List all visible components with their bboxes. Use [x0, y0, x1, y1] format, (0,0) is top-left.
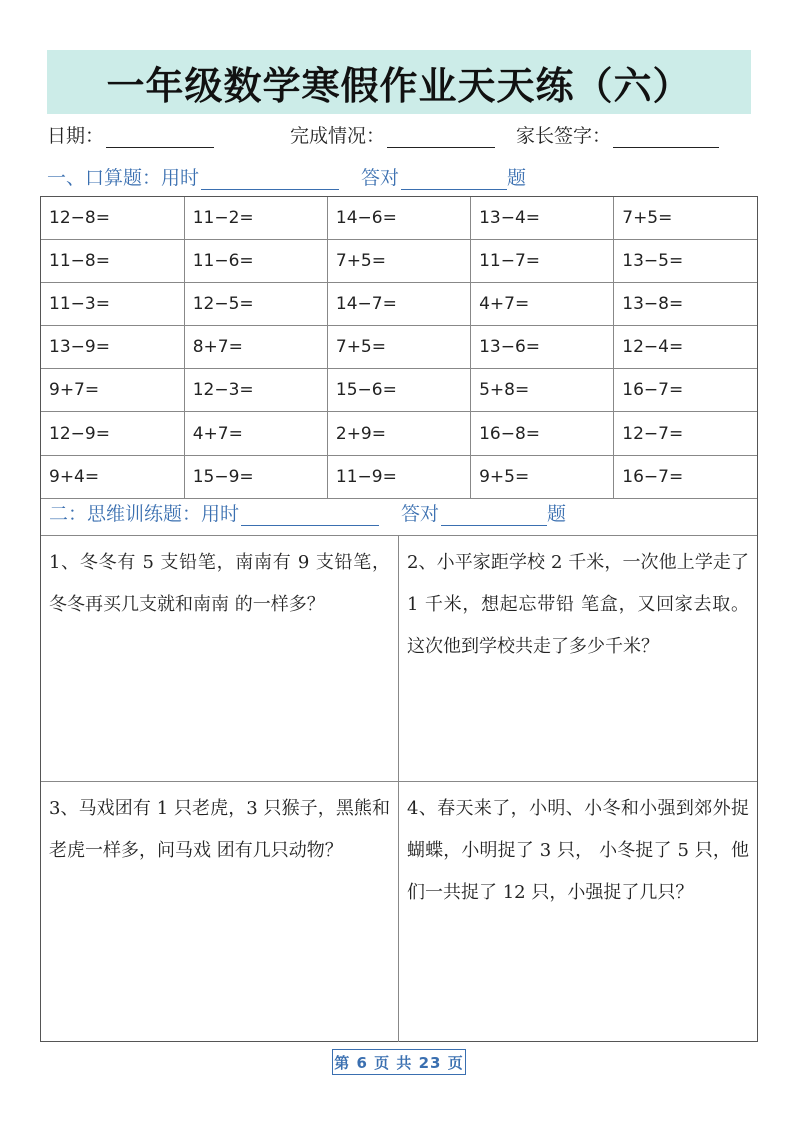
calc-cell: 13−4=	[471, 197, 614, 240]
section1-correct-blank[interactable]	[401, 169, 507, 190]
section2-heading	[49, 498, 566, 526]
problem-grid	[41, 536, 757, 1042]
calc-cell: 11−2=	[184, 197, 327, 240]
calc-cell: 16−7=	[614, 455, 757, 498]
calc-cell: 4+7=	[184, 412, 327, 455]
calc-cell: 16−7=	[614, 369, 757, 412]
calc-cell: 11−3=	[41, 283, 184, 326]
calc-row	[41, 240, 757, 283]
date-field	[47, 122, 214, 148]
calc-cell: 13−8=	[614, 283, 757, 326]
section2-correct-label: 答对	[401, 503, 440, 525]
section2-label: 二：思维训练题：用时	[49, 503, 240, 525]
section2-unit: 题	[547, 503, 567, 525]
problem-4: 4、春天来了，小明、小冬和小强到郊外捉蝴蝶，小明捉了 3 只， 小冬捉了 5 只，他们一共捉了 12 只，小强捉了几只？	[407, 798, 749, 903]
calc-cell: 9+5=	[471, 455, 614, 498]
completion-blank[interactable]	[387, 127, 495, 148]
page-number: 第 6 页 共 23 页	[332, 1049, 466, 1075]
calc-cell: 7+5=	[327, 240, 470, 283]
calc-cell: 12−9=	[41, 412, 184, 455]
calc-cell: 11−9=	[327, 455, 470, 498]
completion-field	[290, 122, 495, 148]
section2-time-blank[interactable]	[241, 505, 379, 526]
calc-cell: 4+7=	[471, 283, 614, 326]
page-title: 一年级数学寒假作业天天练（六）	[106, 62, 692, 108]
problem-2: 2、小平家距学校 2 千米，一次他上学走了 1 千米，想起忘带铅 笔盒，又回家去取。这次他到学校共走了多少千米？	[407, 552, 749, 657]
date-label: 日期：	[47, 125, 105, 147]
section1-unit: 题	[507, 167, 527, 189]
calc-cell: 2+9=	[327, 412, 470, 455]
calc-cell: 7+5=	[327, 326, 470, 369]
section1-time-blank[interactable]	[201, 169, 339, 190]
calc-cell: 15−6=	[327, 369, 470, 412]
calc-row	[41, 326, 757, 369]
calc-cell: 12−4=	[614, 326, 757, 369]
calc-cell: 5+8=	[471, 369, 614, 412]
calc-cell: 12−7=	[614, 412, 757, 455]
calc-cell: 14−7=	[327, 283, 470, 326]
title-band	[47, 50, 751, 114]
calc-cell: 12−8=	[41, 197, 184, 240]
calc-cell: 12−5=	[184, 283, 327, 326]
calc-cell: 11−6=	[184, 240, 327, 283]
signature-label: 家长签字：	[516, 125, 612, 147]
section1-correct-label: 答对	[361, 167, 400, 189]
calc-cell: 8+7=	[184, 326, 327, 369]
completion-label: 完成情况：	[290, 125, 386, 147]
calc-row	[41, 197, 757, 240]
calc-cell: 14−6=	[327, 197, 470, 240]
calc-cell: 13−6=	[471, 326, 614, 369]
calc-cell: 9+7=	[41, 369, 184, 412]
calc-cell: 12−3=	[184, 369, 327, 412]
calc-cell: 9+4=	[41, 455, 184, 498]
calc-row	[41, 283, 757, 326]
signature-blank[interactable]	[613, 127, 719, 148]
problem-3: 3、马戏团有 1 只老虎，3 只猴子，黑熊和老虎一样多，问马戏 团有几只动物？	[49, 798, 390, 861]
calc-row	[41, 412, 757, 455]
calc-cell: 11−7=	[471, 240, 614, 283]
section2-row	[41, 494, 757, 536]
calc-cell: 13−5=	[614, 240, 757, 283]
section2-correct-blank[interactable]	[441, 505, 547, 526]
calc-cell: 15−9=	[184, 455, 327, 498]
signature-field	[516, 122, 719, 148]
section1-label: 一、口算题：用时	[47, 167, 200, 189]
calc-row	[41, 369, 757, 412]
calc-cell: 7+5=	[614, 197, 757, 240]
calc-cell: 13−9=	[41, 326, 184, 369]
section1-heading	[47, 162, 526, 190]
calc-row	[41, 455, 757, 498]
worksheet-frame	[40, 196, 758, 1042]
calc-cell: 11−8=	[41, 240, 184, 283]
calc-cell: 16−8=	[471, 412, 614, 455]
calc-table	[41, 197, 757, 499]
problem-1: 1、冬冬有 5 支铅笔，南南有 9 支铅笔，冬冬再买几支就和南南 的一样多？	[49, 552, 390, 615]
date-blank[interactable]	[106, 127, 214, 148]
